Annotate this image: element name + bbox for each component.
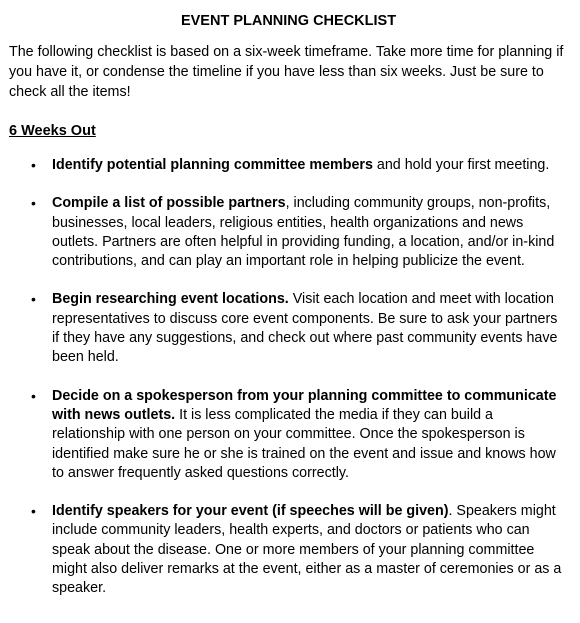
- item-text: , including community groups, non-profits, businesses, local leaders, religious entities, health organizations and news outlets. Partners are often helpful in providing funding, a location, and/or in-kind contributions, and can play an important role in helping publicize the event.: [52, 195, 555, 270]
- item-lead: Identify speakers for your event (if speeches will be given): [52, 503, 449, 520]
- item-text: It is less complicated the media if they can build a relationship with one person on your committee. Once the spokesperson is identified make sure he or she is trained on the event and issue and knows how to answer frequently asked questions correctly.: [52, 406, 556, 481]
- bullet-icon: •: [31, 291, 36, 308]
- item-lead: Begin researching event locations.: [52, 291, 289, 308]
- checklist-item: [9, 387, 568, 483]
- checklist-item: [9, 290, 568, 367]
- item-lead: Identify potential planning committee members: [52, 157, 373, 173]
- item-lead: Decide on a spokesperson from your planning committee to communicate with news outlets.: [52, 387, 557, 423]
- document-title: EVENT PLANNING CHECKLIST: [180, 13, 397, 29]
- checklist-item: [9, 156, 568, 175]
- checklist-item: [9, 194, 568, 271]
- item-text: and hold your first meeting.: [372, 157, 550, 173]
- bullet-icon: •: [31, 195, 36, 212]
- item-text: Visit each location and meet with location representatives to discuss core event components. Be sure to ask your partners if they have any suggestions, and check out where past community events have been held.: [52, 291, 558, 366]
- checklist-item: [9, 502, 568, 598]
- bullet-icon: •: [31, 503, 36, 520]
- bullet-icon: •: [31, 387, 36, 404]
- bullet-icon: •: [31, 157, 36, 173]
- intro-paragraph: The following checklist is based on a six-week timeframe. Take more time for planning if you have it, or condense the timeline if you have less than six weeks. Just be sure to check all the items!: [9, 44, 564, 100]
- checklist: [9, 156, 568, 599]
- section-heading: 6 Weeks Out: [9, 123, 96, 139]
- item-text: . Speakers might include community leaders, health experts, and doctors or patients who can speak about the disease. One or more members of your planning committee might also deliver remarks at the event, either as a master of ceremonies or as a speaker.: [52, 503, 562, 597]
- item-lead: Compile a list of possible partners: [52, 195, 286, 212]
